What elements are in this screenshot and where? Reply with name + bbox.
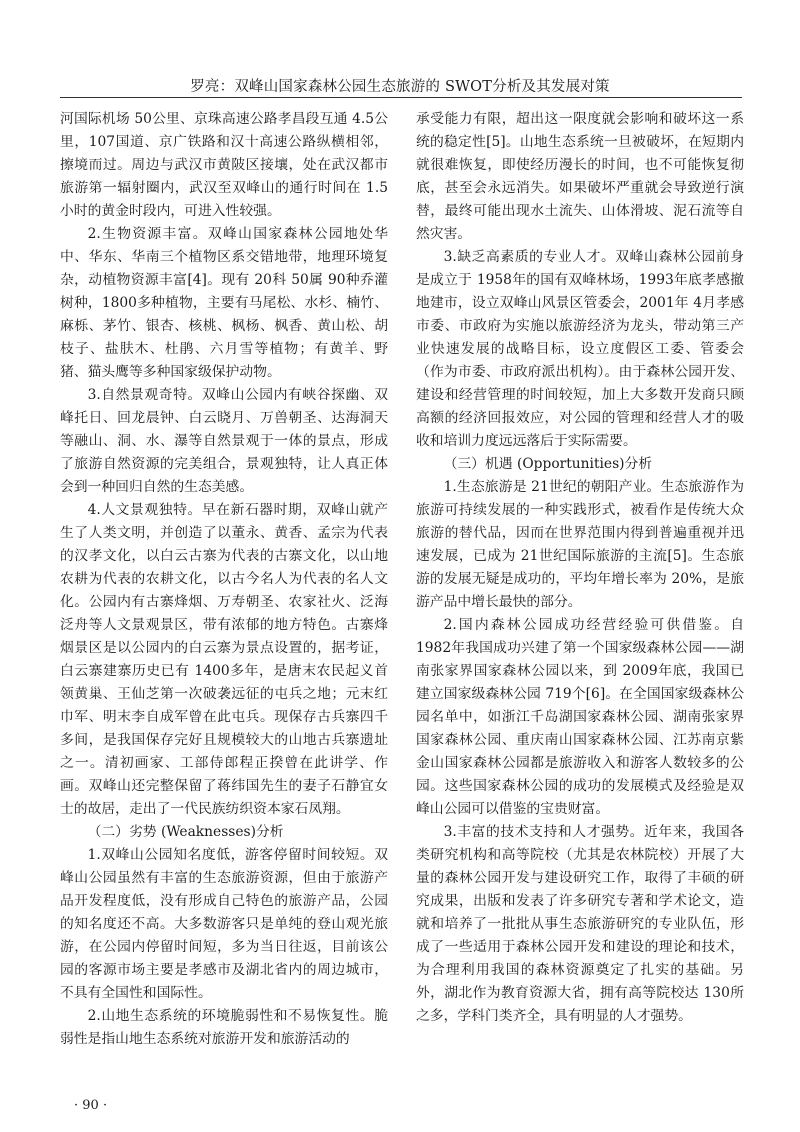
paragraph: 4.人文景观独特。早在新石器时期，双峰山就产生了人类文明，并创造了以董永、黄香、孟宗为代表的汉孝文化，以白云古寨为代表的古寨文化，以山地农耕为代表的农耕文化，以古今名人为代表的名人文化。公园内有古寨烽烟、万寿朝圣、农家社火、泛海泛舟等人文景观景区，带有浓郁的地方特色。古寨烽烟景区是以公园内的白云寨为景点设置的，据考证，白云寨建寨历史已有 1400多年，是唐末农民起义首领黄巢、王仙芝第一次破袭远征的屯兵之地；元末红巾军、明末李自成军曾在此屯兵。现保存古兵寨四千多间，是我国保存完好且规模较大的山地古兵寨遗址之一。清初画家、工部侍郎程正揆曾在此讲学、作画。双峰山还完整保留了蒋纬国先生的妻子石静宜女士的故居，走出了一代民族纺织资本家石凤翔。 bbox=[60, 502, 388, 817]
paragraph: 2.国内森林公园成功经营经验可供借鉴。自 1982年我国成功兴建了第一个国家级森林公园——湖南张家界国家森林公园以来，到 2009年底，我国已建立国家级森林公园 719个[6]。在全国国家级森林公园名单中，如浙江千岛湖国家森林公园、湖南张家界国家森林公园、重庆南山国家森林公园、江苏南京紫金山国家森林公园都是旅游收入和游客人数较多的公园。这些国家森林公园的成功的发展模式及经验是双峰山公园可以借鉴的宝贵财富。 bbox=[416, 617, 744, 817]
paragraph: 1.双峰山公园知名度低，游客停留时间较短。双峰山公园虽然有丰富的生态旅游资源，但由于旅游产品开发程度低，没有形成自己特色的旅游产品，公园的知名度还不高。大多数游客只是单纯的登山观光旅游，在公园内停留时间短，多为当日往返，目前该公园的客源市场主要是孝感市及湖北省内的周边城市，不具有全国性和国际性。 bbox=[60, 847, 388, 1001]
left-column bbox=[60, 108, 388, 1051]
paragraph: 3.自然景观奇特。双峰山公园内有峡谷探幽、双峰托日、回龙晨钟、白云晓月、万兽朝圣、达海洞天等融山、洞、水、瀑等自然景观于一体的景点，形成了旅游自然资源的完美组合，景观独特，让人真正体会到一种回归自然的生态美感。 bbox=[60, 387, 388, 495]
section-heading: （三）机遇 (Opportunities)分析 bbox=[443, 456, 653, 472]
page-number: · 90 · bbox=[74, 1098, 108, 1113]
header-rule bbox=[60, 97, 742, 98]
paragraph: 3.丰富的技术支持和人才强势。近年来，我国各类研究机构和高等院校（尤其是农林院校）开展了大量的森林公园开发与建设研究工作，取得了丰硕的研究成果，出版和发表了许多研究专著和学术论文，造就和培养了一批批从事生态旅游研究的专业队伍，形成了一些适用于森林公园开发和建设的理论和技术，为合理利用我国的森林资源奠定了扎实的基础。另外，湖北作为教育资源大省，拥有高等院校达 130所之多，学科门类齐全，具有明显的人才强势。 bbox=[416, 824, 744, 1024]
right-column bbox=[416, 108, 744, 1028]
paragraph: 3.缺乏高素质的专业人才。双峰山森林公园前身是成立于 1958年的国有双峰林场，1993年底孝感撤地建市，设立双峰山风景区管委会，2001年 4月孝感市委、市政府为实施以旅游经济为龙头，带动第三产业快速发展的战略目标，设立度假区工委、管委会（作为市委、市政府派出机构）。由于森林公园开发、建设和经营管理的时间较短，加上大多数开发商只顾高额的经济回报效应，对公园的管理和经营人才的吸收和培训力度远远落后于实际需要。 bbox=[416, 249, 744, 449]
paragraph: 2.山地生态系统的环境脆弱性和不易恢复性。脆弱性是指山地生态系统对旅游开发和旅游活动的 bbox=[60, 1008, 388, 1047]
paragraph: 承受能力有限，超出这一限度就会影响和破坏这一系统的稳定性[5]。山地生态系统一旦被破坏，在短期内就很难恢复，即使经历漫长的时间，也不可能恢复彻底，甚至会永远消失。如果破坏严重就会导致逆行演替，最终可能出现水土流失、山体滑坡、泥石流等自然灾害。 bbox=[416, 111, 744, 242]
running-header: 罗亮：双峰山国家森林公园生态旅游的 SWOT分析及其发展对策 bbox=[190, 79, 610, 95]
section-heading: （二）劣势 (Weaknesses)分析 bbox=[87, 824, 284, 840]
paragraph: 2.生物资源丰富。双峰山国家森林公园地处华中、华东、华南三个植物区系交错地带，地理环境复杂，动植物资源丰富[4]。现有 20科 50属 90种乔灌树种，1800多种植物，主要有马尾松、水杉、楠竹、麻栎、茅竹、银杏、核桃、枫杨、枫香、黄山松、胡枝子、盐肤木、杜鹃、六月雪等植物；有黄羊、野猪、猫头鹰等多种国家级保护动物。 bbox=[60, 226, 388, 380]
paragraph: 河国际机场 50公里、京珠高速公路孝昌段互通 4.5公里，107国道、京广铁路和汉十高速公路纵横相邻，擦境而过。周边与武汉市黄陂区接壤，处在武汉都市旅游第一辐射圈内，武汉至双峰山的通行时间在 1.5小时的黄金时段内，可进入性较强。 bbox=[60, 111, 388, 219]
paragraph: 1.生态旅游是 21世纪的朝阳产业。生态旅游作为旅游可持续发展的一种实践形式，被看作是传统大众旅游的替代品，因而在世界范围内得到普遍重视并迅速发展，已成为 21世纪国际旅游的主流[5]。生态旅游的发展无疑是成功的，平均年增长率为 20%，是旅游产品中增长最快的部分。 bbox=[416, 479, 744, 610]
